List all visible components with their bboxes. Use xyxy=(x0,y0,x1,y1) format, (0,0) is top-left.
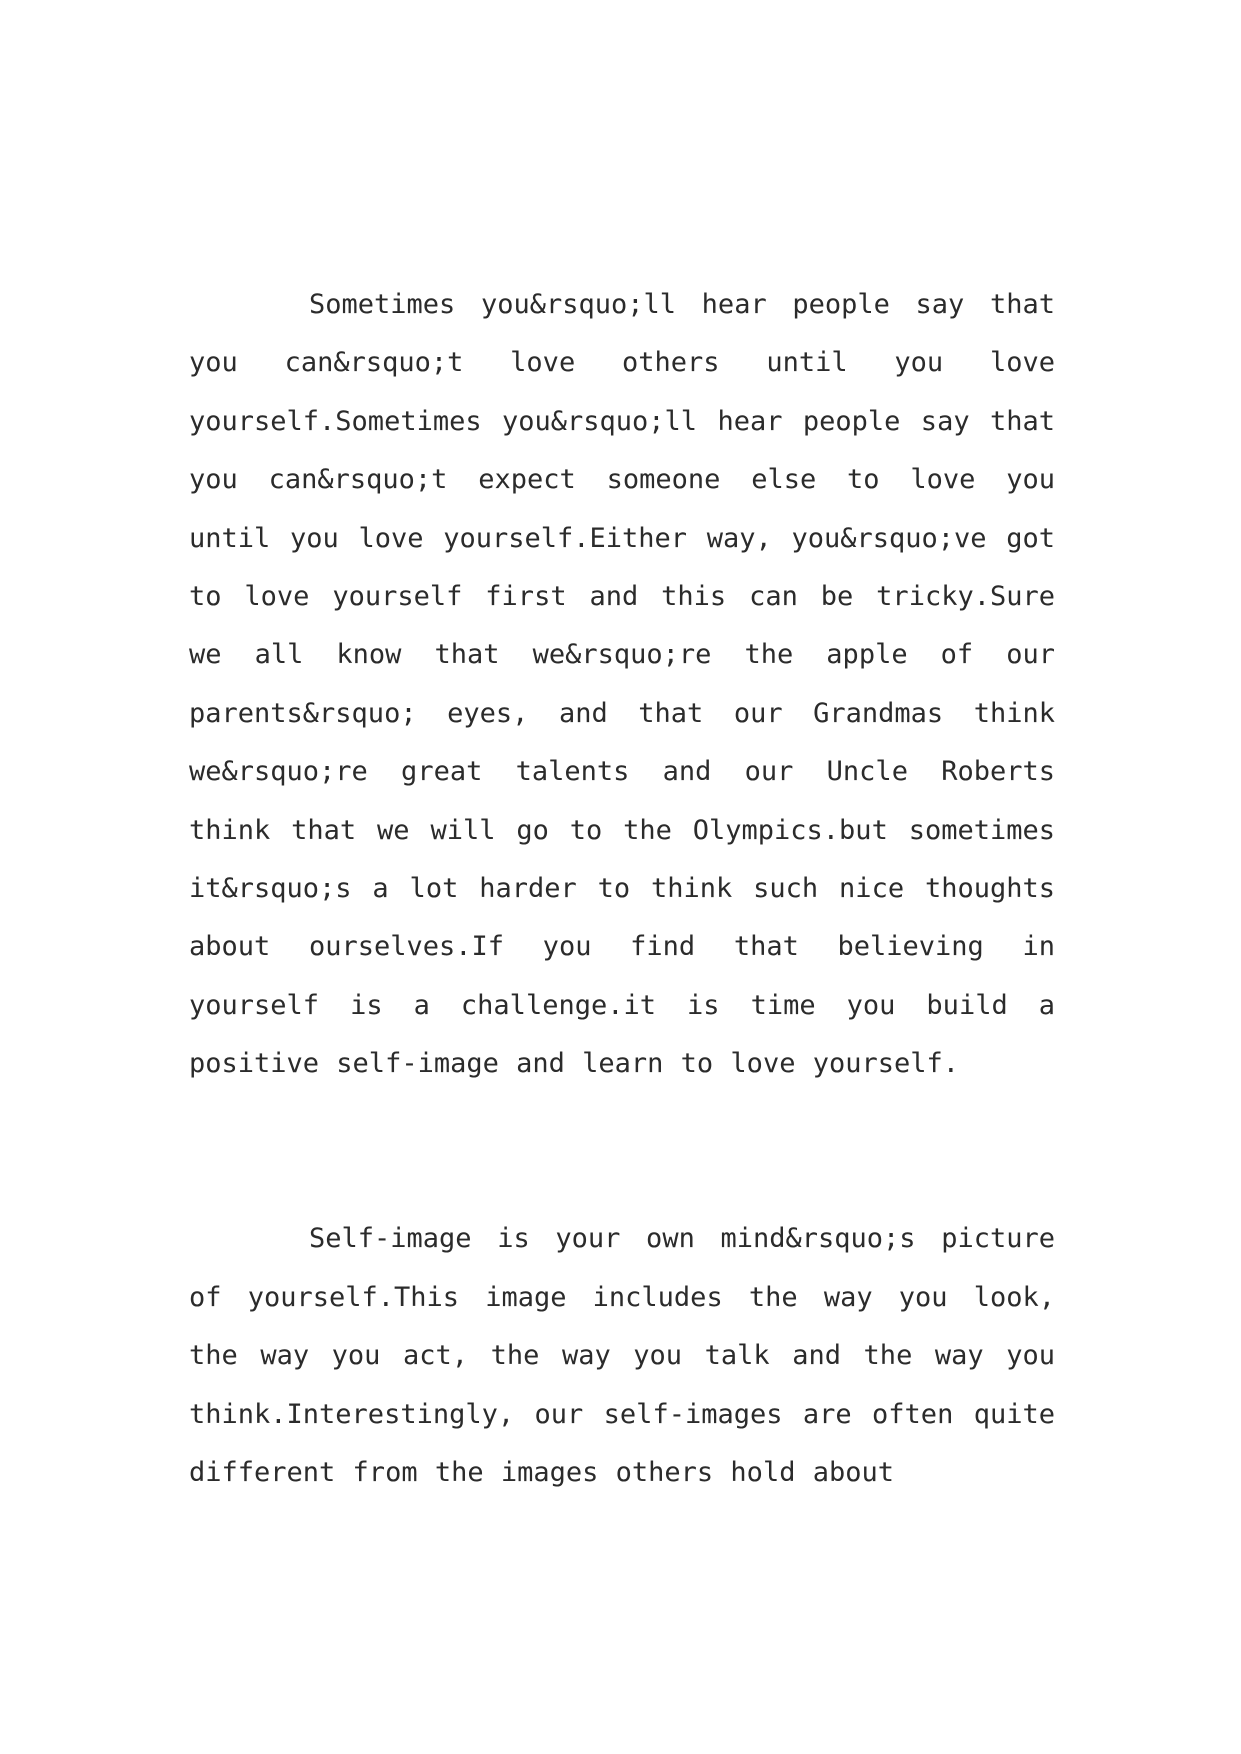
paragraph-2: Self-image is your own mind&rsquo;s picture of yourself.This image includes the way you look, the way you act, the way you talk and the way you think.Interestingly, our self-images are often quite different from the images others hold about xyxy=(189,1223,1055,1489)
document-body xyxy=(189,276,1055,1503)
paragraph-1: Sometimes you&rsquo;ll hear people say that you can&rsquo;t love others until you love yourself.Sometimes you&rsquo;ll hear people say that you can&rsquo;t expect someone else to love you until you love yourself.Either way, you&rsquo;ve got to love yourself first and this can be tricky.Sure we all know that we&rsquo;re the apple of our parents&rsquo; eyes, and that our Grandmas think we&rsquo;re great talents and our Uncle Roberts think that we will go to the Olympics.but sometimes it&rsquo;s a lot harder to think such nice thoughts about ourselves.If you find that believing in yourself is a challenge.it is time you build a positive self-image and learn to love yourself. xyxy=(189,289,1055,1080)
paragraph-spacer xyxy=(189,1094,1055,1211)
